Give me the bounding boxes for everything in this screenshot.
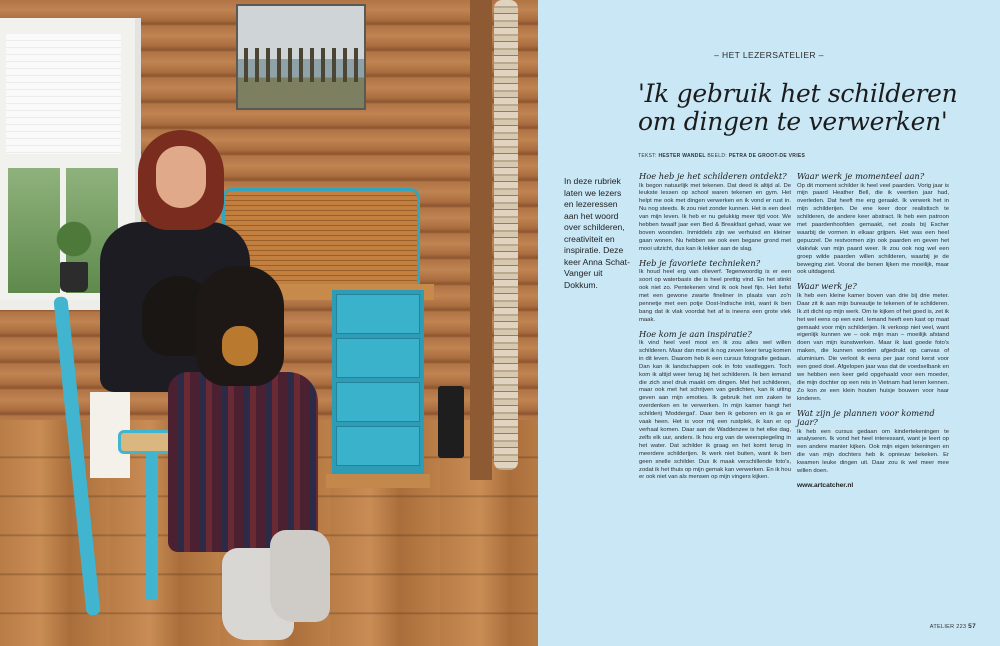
answer-paragraph: Ik begon natuurlijk met tekenen. Dat deed ik altijd al. De leukste lessen op school waren tekenen en gym. Het helpt me ook met dingen verwerken en ik vond er rust in. Nu nog steeds. Ik zou niet zonder kunnen. Het is een deel van mijn leven. Ik heb er nu gelukkig meer tijd voor. We hebben twaalf jaar een Bed & Breakfast gehad, waar we boven woonden. Inmiddels zijn we verhuisd en kleiner gaan wonen. Nu hebben we ook een begane grond met mooi uitzicht, dus kan ik lekker aan de slag. [639,182,791,252]
answer-paragraph: Ik heb een kleine kamer boven van drie bij drie meter. Daar zit ik aan mijn bureautje te tekenen of te schilderen. Ik zit dicht op mijn werk. Om te kijken of het goed is, zet ik het wel eens op een ezel. Iemand heeft een kast op maat gemaakt voor mijn schilderijen. Ik verkoop niet veel, want eigenlijk kunnen we – ook mijn man – moeilijk afstand doen van mijn kunstwerken. Maar ik laat goede foto's maken, die kunnen worden afgedrukt op canvas of aluminium. Die verloot ik eens per jaar rond kerst voor een goed doel. Afgelopen jaar was dat de voedselbank en we hebben een keer geld opgehaald voor een moeder, die mijn dochter op een reis in Vietnam had leren kennen. Zo kon ze een klein houten huisje bouwen voor haar kinderen. [797,292,949,402]
page-folio: ATELIER 223 57 [929,623,976,630]
answer-paragraph: Ik heb een cursus gedaan om kindertekeningen te analyseren. Ik vond het heel interessant, want je leert op een andere manier kijken. Ook mijn eigen tekeningen en die van mijn dochters heb ik opnieuw bekeken. Er kwamen leuke dingen uit. Daar zou ik wel meer mee willen doen. [797,428,949,475]
question-heading: Hoe kom je aan inspiratie? [639,328,752,339]
wall-painting [236,4,366,110]
headline: 'Ik gebruik het schilderen om dingen te verwerken' [638,79,958,136]
page-number: 57 [968,623,976,630]
website-link[interactable]: www.artcatcher.nl [797,482,854,489]
answer-paragraph: Op dit moment schilder ik heel veel paarden. Vorig jaar is mijn paard Heather Bell, die ik veertien jaar had, overleden. Dat heeft me erg geraakt. Ik verwerk het in mijn schilderijen. De ene keer door realistisch te schilderen, de andere keer abstract. Ik heb een patroon met paardenhoofden gemaakt, net zoals bij Escher waarbij de vormen in elkaar grijpen. Het was een heel gepuzzel. De restvormen zijn ook paarden en geven het vlakvlak van mijn paard weer. Ik zou ook nog wel een groep wilde paarden willen schilderen, waarbij je de beweging ziet. Vooral die benen lijken me moeilijk, maar ook uitdagend. [797,182,949,276]
answer-paragraph: Ik houd heel erg van olieverf. Tegenwoordig is er een soort op waterbasis die is heel prettig vind. En het stinkt ook niet zo. Pentekenen vind ik ook heel fijn. Het liefst met een gewone zwarte fineliner in plaats van zo'n pennetje met een potje Oost-Indische inkt, want ik ben bang dat ik vlak voordat het af is ineens een grote vlek maak. [639,269,791,323]
text-column-1 [639,172,791,487]
window-blind [6,34,121,154]
speaker [438,386,464,458]
credits: TEKST: HESTER WANDEL BEELD: PETRA DE GROOT-DE VRIES [638,153,806,159]
question-heading: Wat zijn je plannen voor komend jaar? [797,407,935,428]
question-heading: Hoe heb je het schilderen ontdekt? [639,171,787,181]
driftwood-column [494,0,518,470]
question-heading: Heb je favoriete technieken? [639,257,761,268]
woman-legs [168,372,318,552]
answer-paragraph: Ik vind heel veel mooi en ik zou alles wel willen schilderen. Maar dan moet ik nog zeven keer terug komen in dit leven. Daarom heb ik een cursus fotografie gedaan. Dan kan ik landschappen ook in foto vastleggen. Toch kom ik altijd weer terug bij het schilderen. Ik ben iemand die zich snel druk maakt om dingen. Met het schilderen, maar ook met het schrijven van gedichten, kan ik uiting geven aan mijn emoties. Ik gebruik het om zaken te overdenken en te verwerken. In mijn kamer hangt het schilderij 'Moddergat'. Daar ben ik geboren en ik ga er vaak heen. Het is voor mij een rustplek, ik kan er op verhaal komen. Daar aan de Waddenzee is het elke dag, zelfs elk uur, anders. Ik hou erg van de weerspiegeling in het water. Dat schilder ik graag en het komt terug in meerdere schilderijen. Ik werk niet buiten, want ik ben geen snelle schilder. Dus ik maak verschillende foto's, zodat ik het thuis op mijn gemak kan verwerken. En ik hou er ook niet van als mensen op mijn vingers kijken. [639,340,791,481]
question-heading: Waar werk je? [797,281,857,292]
desk-drawers [332,290,424,476]
wooden-beam [470,0,492,480]
plant-pot [60,262,88,292]
section-kicker: – HET LEZERSATELIER – [714,50,824,60]
woman-face [156,146,206,208]
sneaker [270,530,330,622]
intro-text: In deze rubriek laten we lezers en lezeressen aan het woord over schilderen, creativiteit en inspiratie. Deze keer Anna Schat-Vanger uit Dokkum. [564,176,630,290]
article-page [538,0,1000,646]
question-heading: Waar werk je momenteel aan? [797,171,925,181]
dog [196,266,284,386]
text-column-2 [797,172,949,490]
